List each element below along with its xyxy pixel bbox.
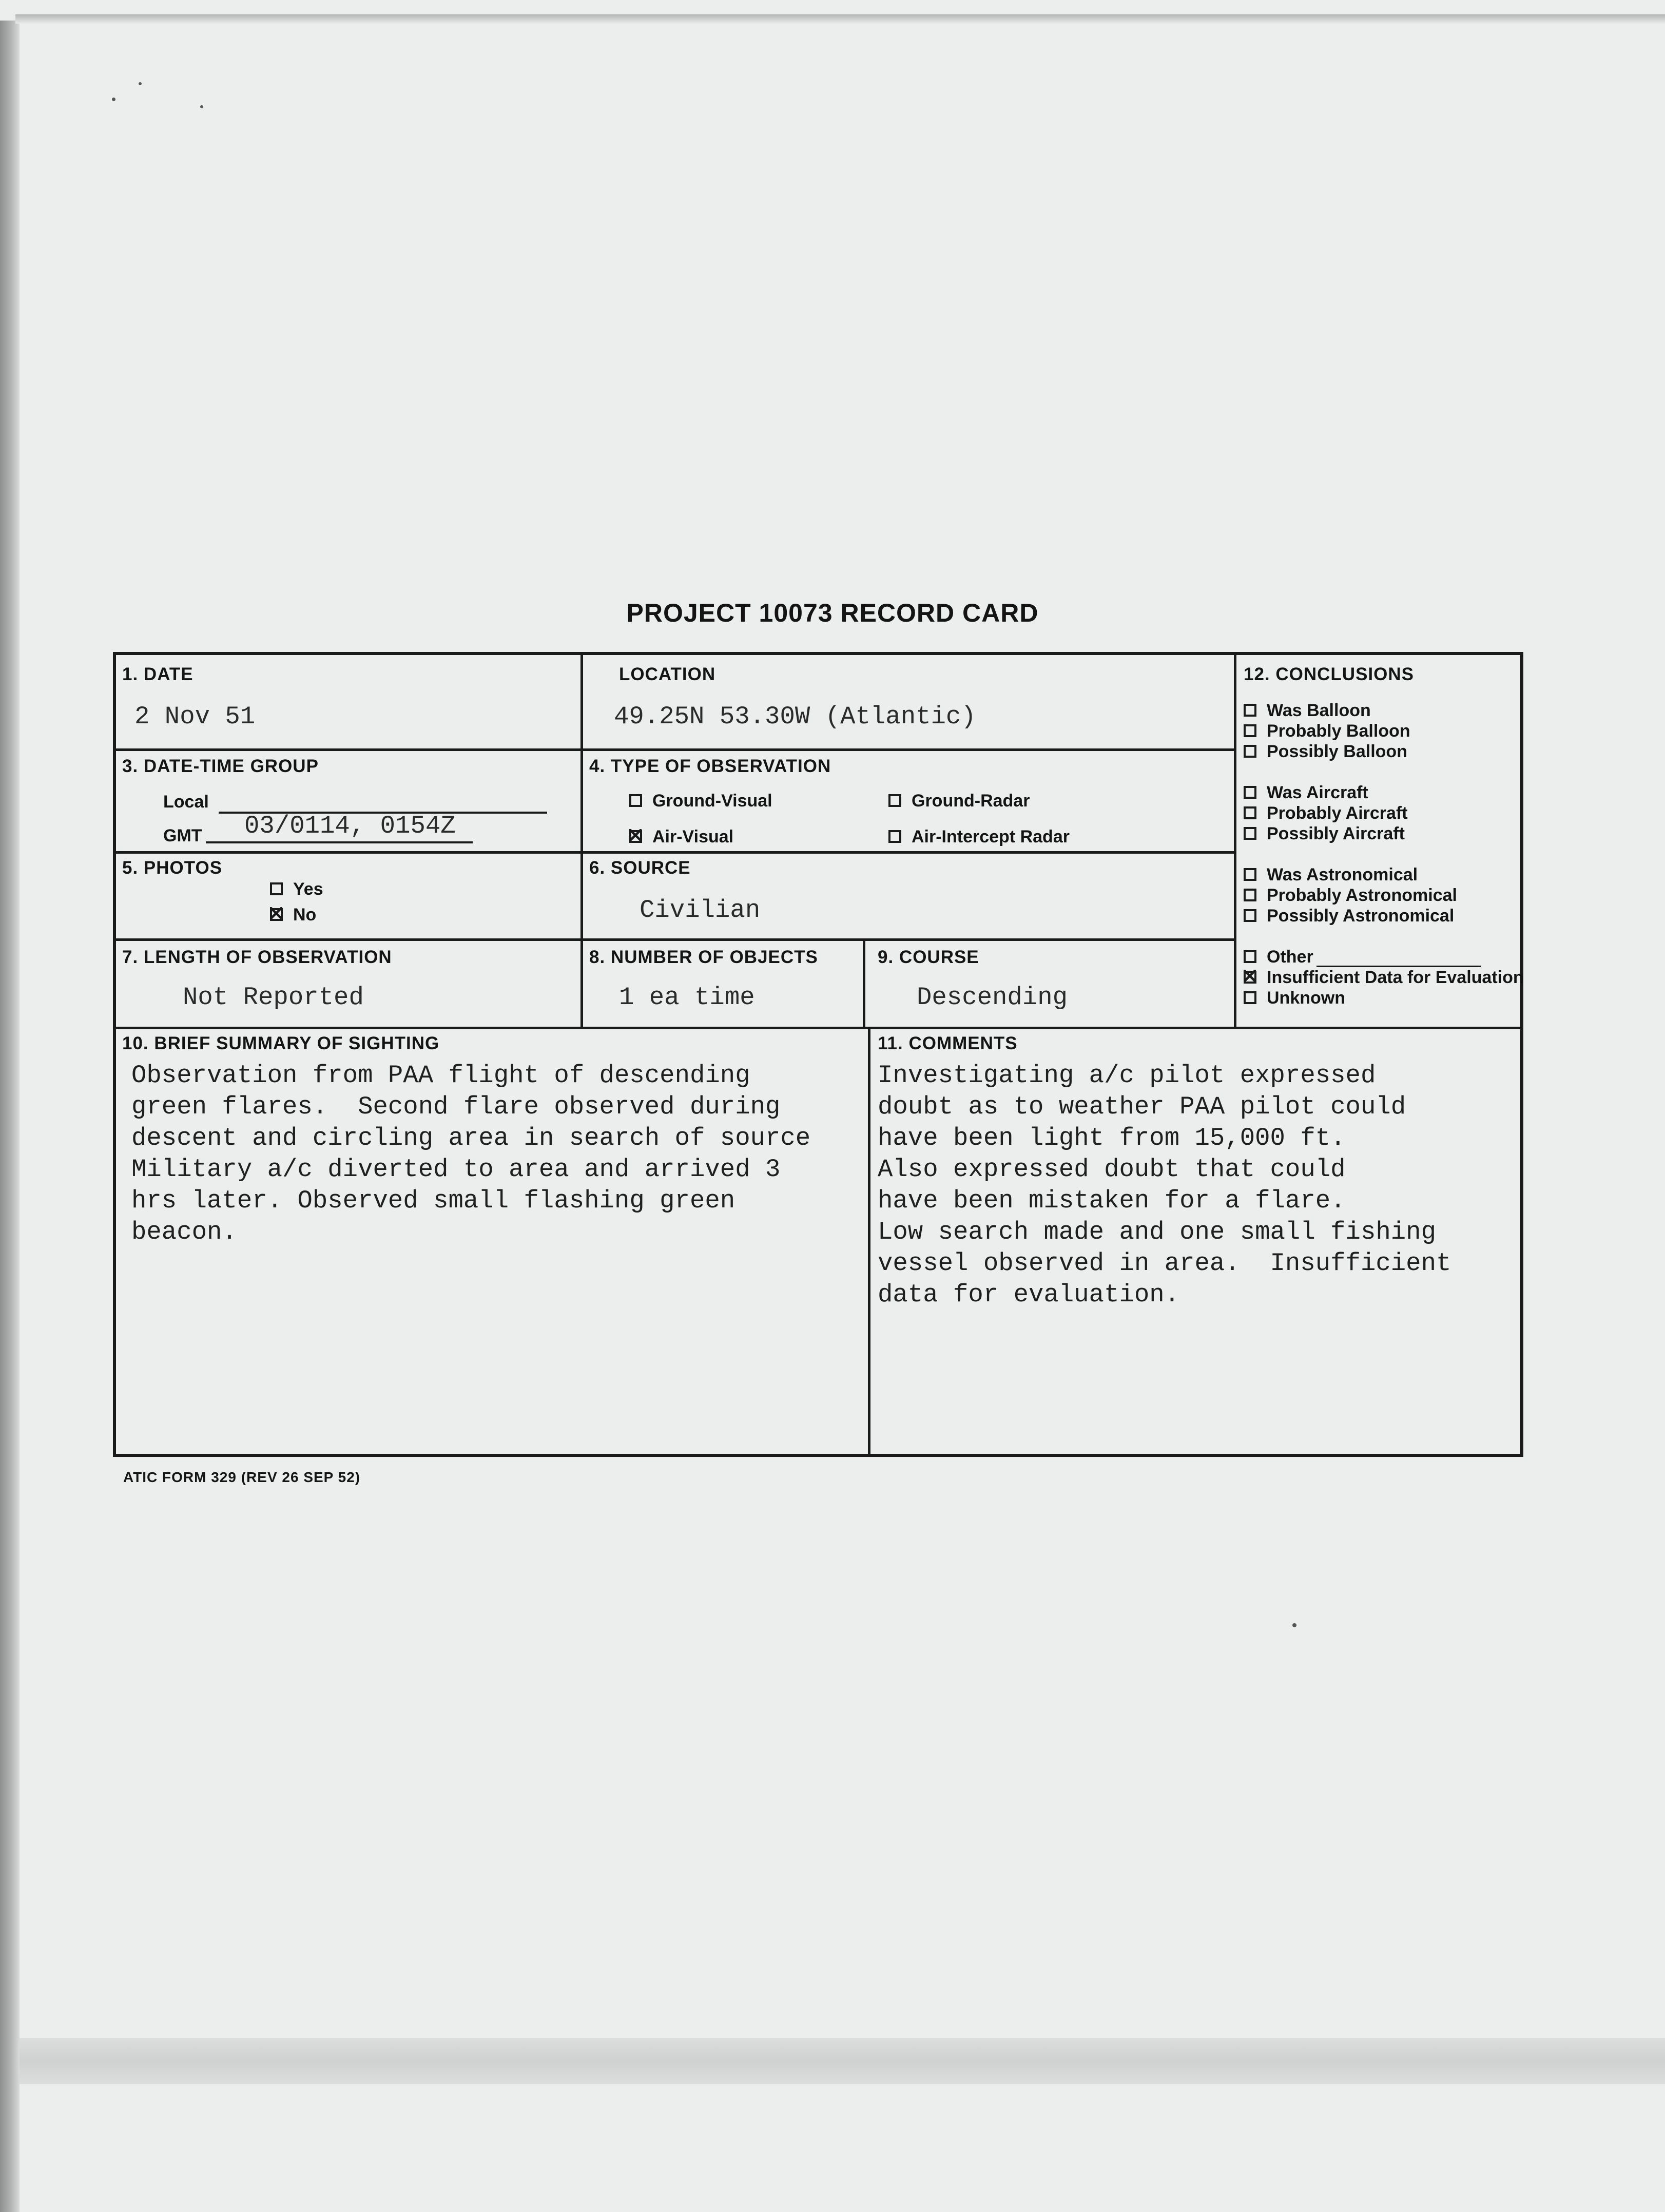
source-label: 6. SOURCE [589, 858, 691, 878]
conclusion-option-label: Insufficient Data for Evaluation [1267, 968, 1524, 987]
scan-speck [1292, 1623, 1296, 1627]
summary-line: descent and circling area in search of source [131, 1124, 811, 1152]
option-photos-yes-label: Yes [293, 879, 323, 899]
conclusion-option[interactable] [1244, 906, 1524, 926]
comments-line: Low search made and one small fishing [878, 1218, 1436, 1246]
objects-label: 8. NUMBER OF OBJECTS [589, 947, 818, 967]
conclusion-option-label: Other [1267, 947, 1313, 967]
comments-line: data for evaluation. [878, 1280, 1180, 1309]
summary-line: Observation from PAA flight of descending [131, 1061, 750, 1090]
checkbox-ground-radar[interactable] [888, 794, 901, 807]
scan-edge-top [15, 14, 1665, 24]
conclusion-option[interactable] [1244, 741, 1524, 762]
comments-label: 11. COMMENTS [878, 1033, 1018, 1053]
checkbox-photos-no[interactable] [270, 908, 283, 921]
conclusion-option-label: Was Balloon [1267, 701, 1371, 720]
card-title: PROJECT 10073 RECORD CARD [626, 599, 1039, 627]
length-label: 7. LENGTH OF OBSERVATION [122, 947, 392, 967]
conclusions-label: 12. CONCLUSIONS [1244, 664, 1414, 684]
comments-text [878, 1060, 1451, 1311]
scan-edge-left [0, 21, 20, 2212]
summary-cell [116, 1027, 868, 1454]
scan-band-bottom [20, 2038, 1665, 2084]
location-label: LOCATION [619, 664, 716, 684]
conclusion-option-label: Probably Balloon [1267, 721, 1410, 741]
conclusion-group [1244, 782, 1524, 844]
conclusion-option[interactable] [1244, 864, 1524, 885]
conclusion-checkbox[interactable] [1244, 806, 1256, 819]
option-ground-radar[interactable] [888, 791, 1030, 811]
conclusion-option-label: Possibly Aircraft [1267, 824, 1405, 843]
conclusion-option[interactable] [1244, 721, 1524, 741]
conclusion-option[interactable] [1244, 782, 1524, 803]
observation-type-label: 4. TYPE OF OBSERVATION [589, 756, 831, 776]
comments-line: vessel observed in area. Insufficient [878, 1249, 1451, 1278]
gmt-line [206, 841, 473, 843]
conclusion-checkbox[interactable] [1244, 991, 1256, 1004]
conclusion-checkbox[interactable] [1244, 868, 1256, 881]
conclusion-option[interactable] [1244, 823, 1524, 844]
objects-cell [580, 938, 863, 1027]
summary-line: green flares. Second flare observed during [131, 1092, 781, 1121]
course-label: 9. COURSE [878, 947, 979, 967]
source-cell [580, 851, 1234, 938]
option-air-visual-label: Air-Visual [652, 827, 734, 847]
length-value: Not Reported [183, 983, 364, 1012]
photos-label: 5. PHOTOS [122, 858, 223, 878]
gmt-label: GMT [163, 826, 202, 845]
objects-value: 1 ea time [619, 983, 755, 1012]
conclusion-option-label: Probably Aircraft [1267, 803, 1408, 823]
date-cell [116, 655, 580, 748]
option-ground-visual[interactable] [629, 791, 772, 811]
conclusion-checkbox[interactable] [1244, 745, 1256, 758]
conclusion-checkbox[interactable] [1244, 704, 1256, 717]
record-card [113, 652, 1523, 1457]
scan-speck [112, 98, 115, 101]
checkbox-air-intercept-radar[interactable] [888, 830, 901, 843]
conclusion-option-label: Possibly Astronomical [1267, 906, 1455, 926]
length-cell [116, 938, 580, 1027]
comments-line: doubt as to weather PAA pilot could [878, 1092, 1406, 1121]
dtg-cell [116, 748, 580, 851]
form-number: ATIC FORM 329 (REV 26 SEP 52) [123, 1469, 361, 1485]
location-value: 49.25N 53.30W (Atlantic) [614, 702, 976, 731]
other-line [1316, 951, 1481, 967]
summary-line: beacon. [131, 1218, 237, 1246]
option-photos-yes[interactable] [270, 879, 323, 899]
summary-label: 10. BRIEF SUMMARY OF SIGHTING [122, 1033, 440, 1053]
observation-type-cell [580, 748, 1234, 851]
conclusion-option[interactable] [1244, 967, 1524, 988]
local-label: Local [163, 792, 209, 812]
conclusion-option-label: Was Aircraft [1267, 783, 1368, 802]
photos-cell [116, 851, 580, 938]
checkbox-air-visual[interactable] [629, 830, 642, 843]
summary-text [131, 1060, 810, 1248]
option-ground-visual-label: Ground-Visual [652, 791, 772, 811]
conclusion-option[interactable] [1244, 803, 1524, 823]
conclusion-checkbox[interactable] [1244, 950, 1256, 963]
option-ground-radar-label: Ground-Radar [912, 791, 1030, 811]
conclusion-option-label: Possibly Balloon [1267, 742, 1407, 761]
scan-speck [139, 82, 142, 85]
option-air-intercept-radar[interactable] [888, 827, 1070, 847]
course-value: Descending [917, 983, 1068, 1012]
summary-line: hrs later. Observed small flashing green [131, 1186, 735, 1215]
conclusion-checkbox[interactable] [1244, 909, 1256, 922]
conclusion-checkbox[interactable] [1244, 889, 1256, 901]
conclusion-option[interactable] [1244, 947, 1524, 967]
scan-speck [200, 105, 203, 108]
conclusion-group [1244, 864, 1524, 926]
date-label: 1. DATE [122, 664, 193, 684]
option-photos-no-label: No [293, 905, 317, 925]
conclusion-group [1244, 700, 1524, 762]
comments-cell [868, 1027, 1520, 1454]
conclusion-option[interactable] [1244, 700, 1524, 721]
conclusion-option-label: Unknown [1267, 988, 1345, 1008]
conclusion-option[interactable] [1244, 988, 1524, 1008]
comments-line: Also expressed doubt that could [878, 1155, 1346, 1184]
comments-line: Investigating a/c pilot expressed [878, 1061, 1376, 1090]
conclusion-checkbox[interactable] [1244, 827, 1256, 840]
conclusion-group [1244, 947, 1524, 1008]
checkbox-photos-yes[interactable] [270, 882, 283, 895]
conclusions-cell [1234, 655, 1524, 1027]
checkbox-ground-visual[interactable] [629, 794, 642, 807]
conclusion-checkbox[interactable] [1244, 786, 1256, 799]
location-cell [580, 655, 1234, 748]
option-air-intercept-radar-label: Air-Intercept Radar [912, 827, 1070, 847]
gmt-value: 03/0114, 0154Z [244, 812, 456, 840]
course-cell [863, 938, 1234, 1027]
comments-line: have been light from 15,000 ft. [878, 1124, 1346, 1152]
comments-line: have been mistaken for a flare. [878, 1186, 1346, 1215]
conclusion-option-label: Was Astronomical [1267, 865, 1418, 884]
conclusion-checkbox[interactable] [1244, 724, 1256, 737]
conclusion-checkbox[interactable] [1244, 971, 1256, 984]
option-air-visual[interactable] [629, 827, 733, 847]
source-value: Civilian [640, 896, 761, 925]
conclusion-option[interactable] [1244, 885, 1524, 906]
summary-line: Military a/c diverted to area and arrived 3 [131, 1155, 781, 1184]
conclusions-list [1244, 700, 1524, 1029]
option-photos-no[interactable] [270, 905, 316, 925]
conclusion-option-label: Probably Astronomical [1267, 886, 1457, 905]
dtg-label: 3. DATE-TIME GROUP [122, 756, 319, 776]
date-value: 2 Nov 51 [134, 702, 256, 731]
